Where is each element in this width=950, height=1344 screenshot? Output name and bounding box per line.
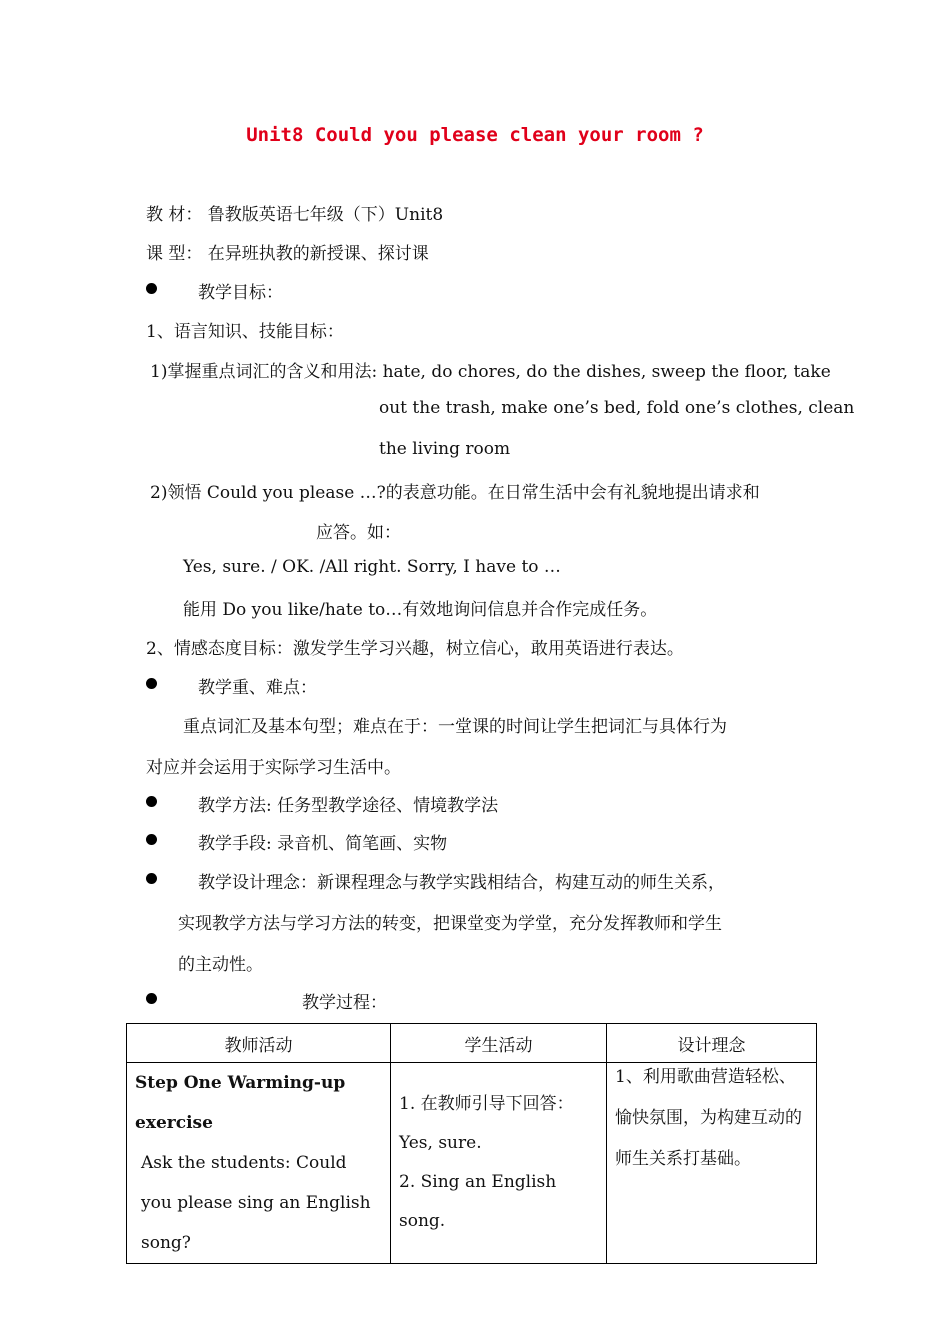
student-activity-line: 2. Sing an English song.: [399, 1172, 557, 1231]
bullet-icon: [146, 283, 157, 294]
goal1-2-line-b: 应答。如：: [316, 523, 401, 543]
design-concept-text: 1、利用歌曲营造轻松、愉快氛围，为构建互动的师生关系打基础。: [615, 1067, 802, 1169]
page-title: Unit8 Could you please clean your room ?: [246, 124, 704, 146]
goal1-line-c: the living room: [379, 439, 511, 459]
design-concept-cell: [607, 1063, 817, 1264]
means-line: 教学手段: 录音机、简笔画、实物: [198, 834, 448, 854]
key-line-1: 重点词汇及基本句型；难点在于：一堂课的时间让学生把词汇与具体行为: [183, 717, 727, 737]
concept-line-3: 的主动性。: [178, 955, 263, 975]
student-activity-line: Yes, sure.: [399, 1133, 482, 1153]
key-heading: 教学重、难点：: [198, 678, 317, 698]
concept-line-1: 教学设计理念：新课程理念与教学实践相结合，构建互动的师生关系，: [198, 873, 725, 893]
header-design-concept: 设计理念: [607, 1024, 817, 1063]
goal1-line-b: out the trash, make one’s bed, fold one’s clothes, clean: [379, 398, 855, 418]
header-student-activity: 学生活动: [391, 1024, 607, 1063]
teacher-activity-cell: [127, 1063, 391, 1264]
teaching-process-table: [126, 1023, 817, 1264]
table-row: [127, 1063, 817, 1264]
bullet-icon: [146, 834, 157, 845]
header-teacher-activity: 教师活动: [127, 1024, 391, 1063]
type-line: 课 型： 在异班执教的新授课、探讨课: [146, 244, 429, 264]
goal1-2-line-a: 2)领悟 Could you please …?的表意功能。在日常生活中会有礼貌地提出请求和: [150, 483, 760, 503]
bullet-icon: [146, 796, 157, 807]
goal1-2-line-d: 能用 Do you like/hate to…有效地询问信息并合作完成任务。: [183, 600, 658, 620]
goal1-heading: 1、语言知识、技能目标：: [146, 322, 344, 342]
goal2-line: 2、情感态度目标：激发学生学习兴趣，树立信心，敢用英语进行表达。: [146, 639, 684, 659]
goal1-line-a: 1)掌握重点词汇的含义和用法: hate, do chores, do the dishes, sweep the floor, take: [150, 362, 831, 382]
bullet-icon: [146, 873, 157, 884]
method-line: 教学方法: 任务型教学途径、情境教学法: [198, 796, 499, 816]
process-heading: 教学过程：: [302, 993, 387, 1013]
concept-line-2: 实现教学方法与学习方法的转变，把课堂变为学堂，充分发挥教师和学生: [178, 914, 722, 934]
bullet-icon: [146, 993, 157, 1004]
student-activity-line: 1. 在教师引导下回答：: [399, 1094, 574, 1114]
key-line-2: 对应并会运用于实际学习生活中。: [146, 758, 401, 778]
material-line: 教 材： 鲁教版英语七年级（下）Unit8: [146, 205, 444, 225]
step-title: Step One Warming-up exercise: [135, 1073, 346, 1133]
goals-heading: 教学目标：: [198, 283, 283, 303]
student-activity-cell: [391, 1063, 607, 1264]
bullet-icon: [146, 678, 157, 689]
teacher-activity-text: Ask the students: Could you please sing an English song?: [141, 1153, 371, 1253]
goal1-2-line-c: Yes, sure. / OK. /All right. Sorry, I have to …: [183, 557, 561, 577]
